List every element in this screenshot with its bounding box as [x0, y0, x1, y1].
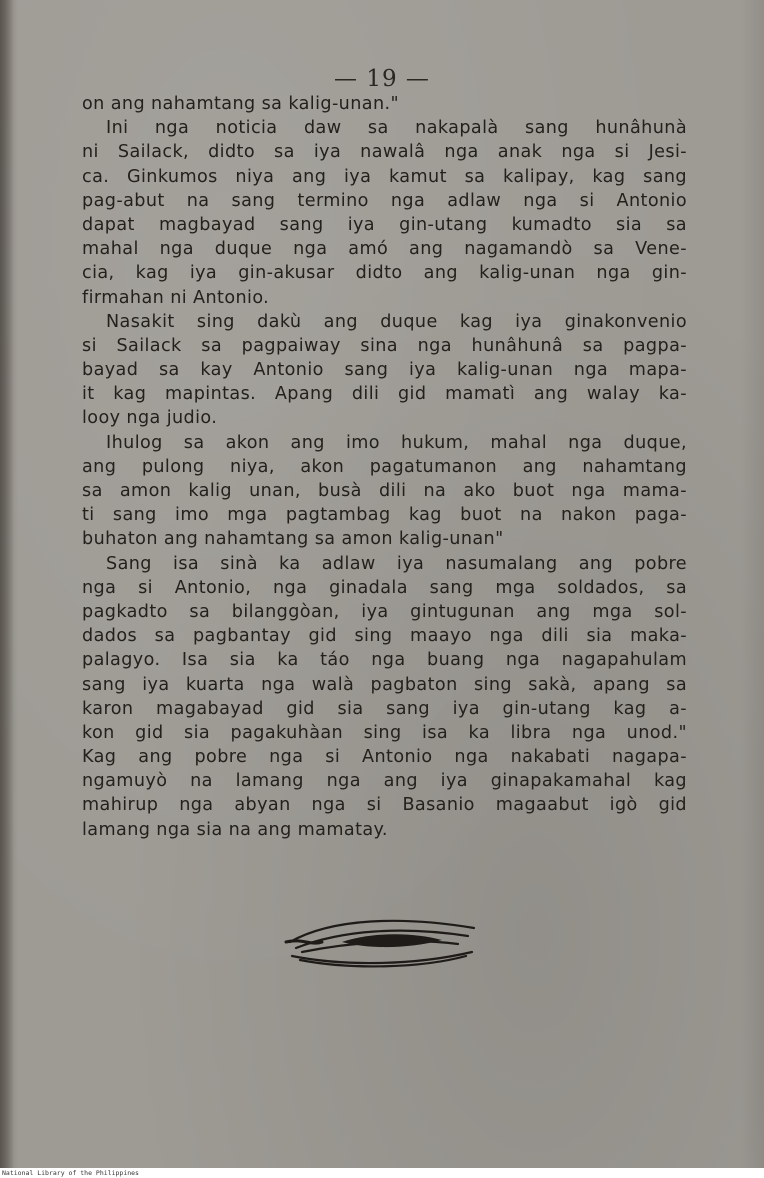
text-line: dapat magbayad sang iya gin-utang kumadto sia sa	[82, 214, 687, 235]
text-line: palagyo. Isa sia ka táo nga buang nga nagapahulam	[82, 650, 687, 671]
text-line: mahirup nga abyan nga si Basanio magaabut igò gid	[82, 795, 687, 816]
page-number: — 19 —	[334, 66, 430, 92]
text-line: buhaton ang nahamtang sa amon kalig-unan"	[82, 529, 504, 550]
text-line: Nasakit sing dakù ang duque kag iya ginakonvenio	[106, 311, 687, 332]
text-line: pag-abut na sang termino nga adlaw nga si Antonio	[82, 190, 687, 211]
body-text	[82, 92, 687, 842]
text-line: Ini nga noticia daw sa nakapalà sang hunâhunà	[106, 118, 687, 139]
text-line: Sang isa sinà ka adlaw iya nasumalang ang pobre	[106, 553, 687, 574]
text-line: sa amon kalig unan, busà dili na ako buot nga mama-	[82, 481, 687, 501]
text-line: ca. Ginkumos niya ang iya kamut sa kalipay, kag sang	[82, 166, 687, 187]
text-line: karon magabayad gid sia sang iya gin-utang kag a-	[82, 698, 687, 719]
text-line: on ang nahamtang sa kalig-unan."	[82, 94, 400, 114]
text-line: kon gid sia pagakuhàan sing isa ka libra nga unod."	[82, 722, 687, 743]
text-line: pagkadto sa bilanggòan, iya gintugunan ang mga sol-	[82, 601, 687, 622]
text-line: ti sang imo mga pagtambag kag buot na nakon paga-	[82, 505, 687, 526]
text-line: ang pulong niya, akon pagatumanon ang nahamtang	[82, 456, 687, 477]
text-line: looy nga judio.	[82, 408, 218, 429]
text-line: nga si Antonio, nga ginadala sang mga soldados, sa	[82, 577, 687, 598]
text-line: dados sa pagbantay gid sing maayo nga dili sia maka-	[82, 626, 687, 647]
text-line: it kag mapintas. Apang dili gid mamatì ang walay ka-	[82, 384, 687, 405]
leaf-ornament-icon	[282, 912, 482, 972]
text-line: Kag ang pobre nga si Antonio nga nakabati nagapa-	[82, 747, 687, 768]
text-line: cia, kag iya gin-akusar didto ang kalig-unan nga gin-	[82, 263, 687, 284]
text-line: firmahan ni Antonio.	[82, 287, 270, 308]
text-line: lamang nga sia na ang mamatay.	[82, 819, 388, 840]
library-credit: National Library of the Philippines	[2, 1169, 139, 1177]
text-line: ngamuyò na lamang nga ang iya ginapakamahal kag	[82, 771, 687, 792]
text-line: bayad sa kay Antonio sang iya kalig-unan nga mapa-	[82, 360, 687, 381]
text-line: ni Sailack, didto sa iya nawalâ nga anak nga si Jesi-	[82, 142, 687, 163]
text-line: Ihulog sa akon ang imo hukum, mahal nga duque,	[106, 432, 687, 453]
text-line: sang iya kuarta nga walà pagbaton sing sakà, apang sa	[82, 674, 687, 695]
page-binding-edge	[0, 0, 14, 1168]
text-line: mahal nga duque nga amó ang nagamandò sa Vene-	[82, 239, 687, 260]
text-line: si Sailack sa pagpaiway sina nga hunâhunâ sa pagpa-	[82, 335, 687, 356]
